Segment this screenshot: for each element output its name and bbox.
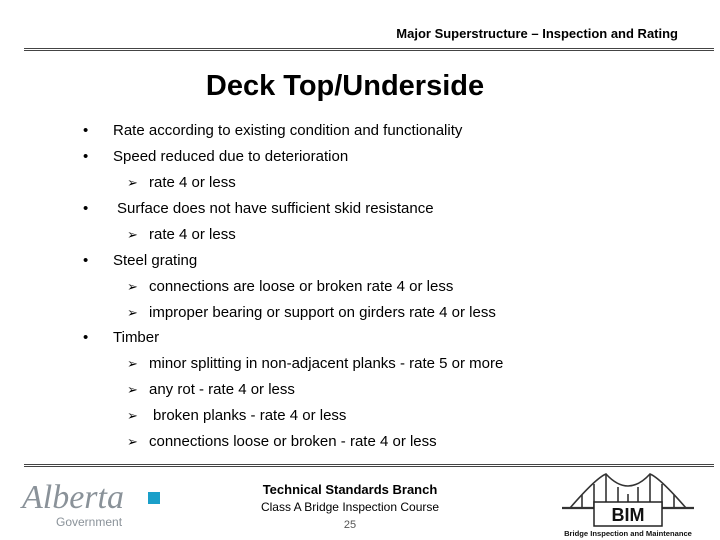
- bullet-text: Rate according to existing condition and functionality: [113, 122, 463, 139]
- bullet-item: [83, 329, 160, 346]
- sub-bullet-item: [127, 355, 504, 372]
- sub-bullet-item: [127, 433, 437, 450]
- sub-bullet-item: [127, 381, 295, 398]
- bullet-text: improper bearing or support on girders rate 4 or less: [149, 304, 496, 321]
- bullet-item: [83, 148, 349, 165]
- bullet-dot-icon: •: [83, 148, 89, 165]
- slide-title: Deck Top/Underside: [205, 70, 485, 102]
- footer-course: Class A Bridge Inspection Course: [260, 500, 440, 514]
- page-number: 25: [343, 519, 357, 531]
- alberta-subtitle: Government: [56, 515, 123, 529]
- bim-logo: [556, 468, 700, 540]
- arrowhead-icon: ➢: [127, 175, 138, 190]
- arrowhead-icon: ➢: [127, 227, 138, 242]
- bullet-text: rate 4 or less: [149, 226, 236, 243]
- bim-subtitle: Bridge Inspection and Maintenance: [564, 529, 692, 538]
- footer-rule: [24, 464, 714, 467]
- alberta-accent-square: [148, 492, 160, 504]
- header-title: Major Superstructure – Inspection and Rating: [396, 26, 678, 41]
- bullet-dot-icon: •: [83, 329, 89, 346]
- bullet-text: minor splitting in non-adjacent planks - rate 5 or more: [149, 355, 504, 372]
- bim-wordmark: BIM: [611, 505, 645, 525]
- bullet-text: Surface does not have sufficient skid resistance: [117, 200, 434, 217]
- bullet-dot-icon: •: [83, 122, 89, 139]
- bullet-text: Steel grating: [113, 252, 198, 269]
- bullet-text: connections loose or broken - rate 4 or less: [149, 433, 437, 450]
- sub-bullet-item: [127, 278, 454, 295]
- bullet-dot-icon: •: [83, 252, 89, 269]
- bullet-dot-icon: •: [83, 200, 89, 217]
- bullet-text: connections are loose or broken rate 4 or less: [149, 278, 454, 295]
- bullet-text: rate 4 or less: [149, 174, 236, 191]
- sub-bullet-item: [127, 174, 236, 191]
- bullet-text: broken planks - rate 4 or less: [153, 407, 347, 424]
- alberta-wordmark: Alberta: [22, 479, 124, 516]
- bullet-text: any rot - rate 4 or less: [149, 381, 295, 398]
- bullet-item: [83, 200, 434, 217]
- alberta-logo: [20, 472, 170, 532]
- bullet-item: [83, 122, 463, 139]
- arrowhead-icon: ➢: [127, 382, 138, 397]
- arrowhead-icon: ➢: [127, 408, 138, 423]
- sub-bullet-item: [127, 226, 236, 243]
- sub-bullet-item: [127, 304, 496, 321]
- arrowhead-icon: ➢: [127, 305, 138, 320]
- arrowhead-icon: ➢: [127, 279, 138, 294]
- bullet-item: [83, 252, 198, 269]
- footer-branch: Technical Standards Branch: [262, 482, 438, 497]
- header-rule: [24, 48, 714, 51]
- arrowhead-icon: ➢: [127, 434, 138, 449]
- arrowhead-icon: ➢: [127, 356, 138, 371]
- sub-bullet-item: [127, 407, 347, 424]
- bullet-text: Timber: [113, 329, 160, 346]
- bullet-text: Speed reduced due to deterioration: [113, 148, 349, 165]
